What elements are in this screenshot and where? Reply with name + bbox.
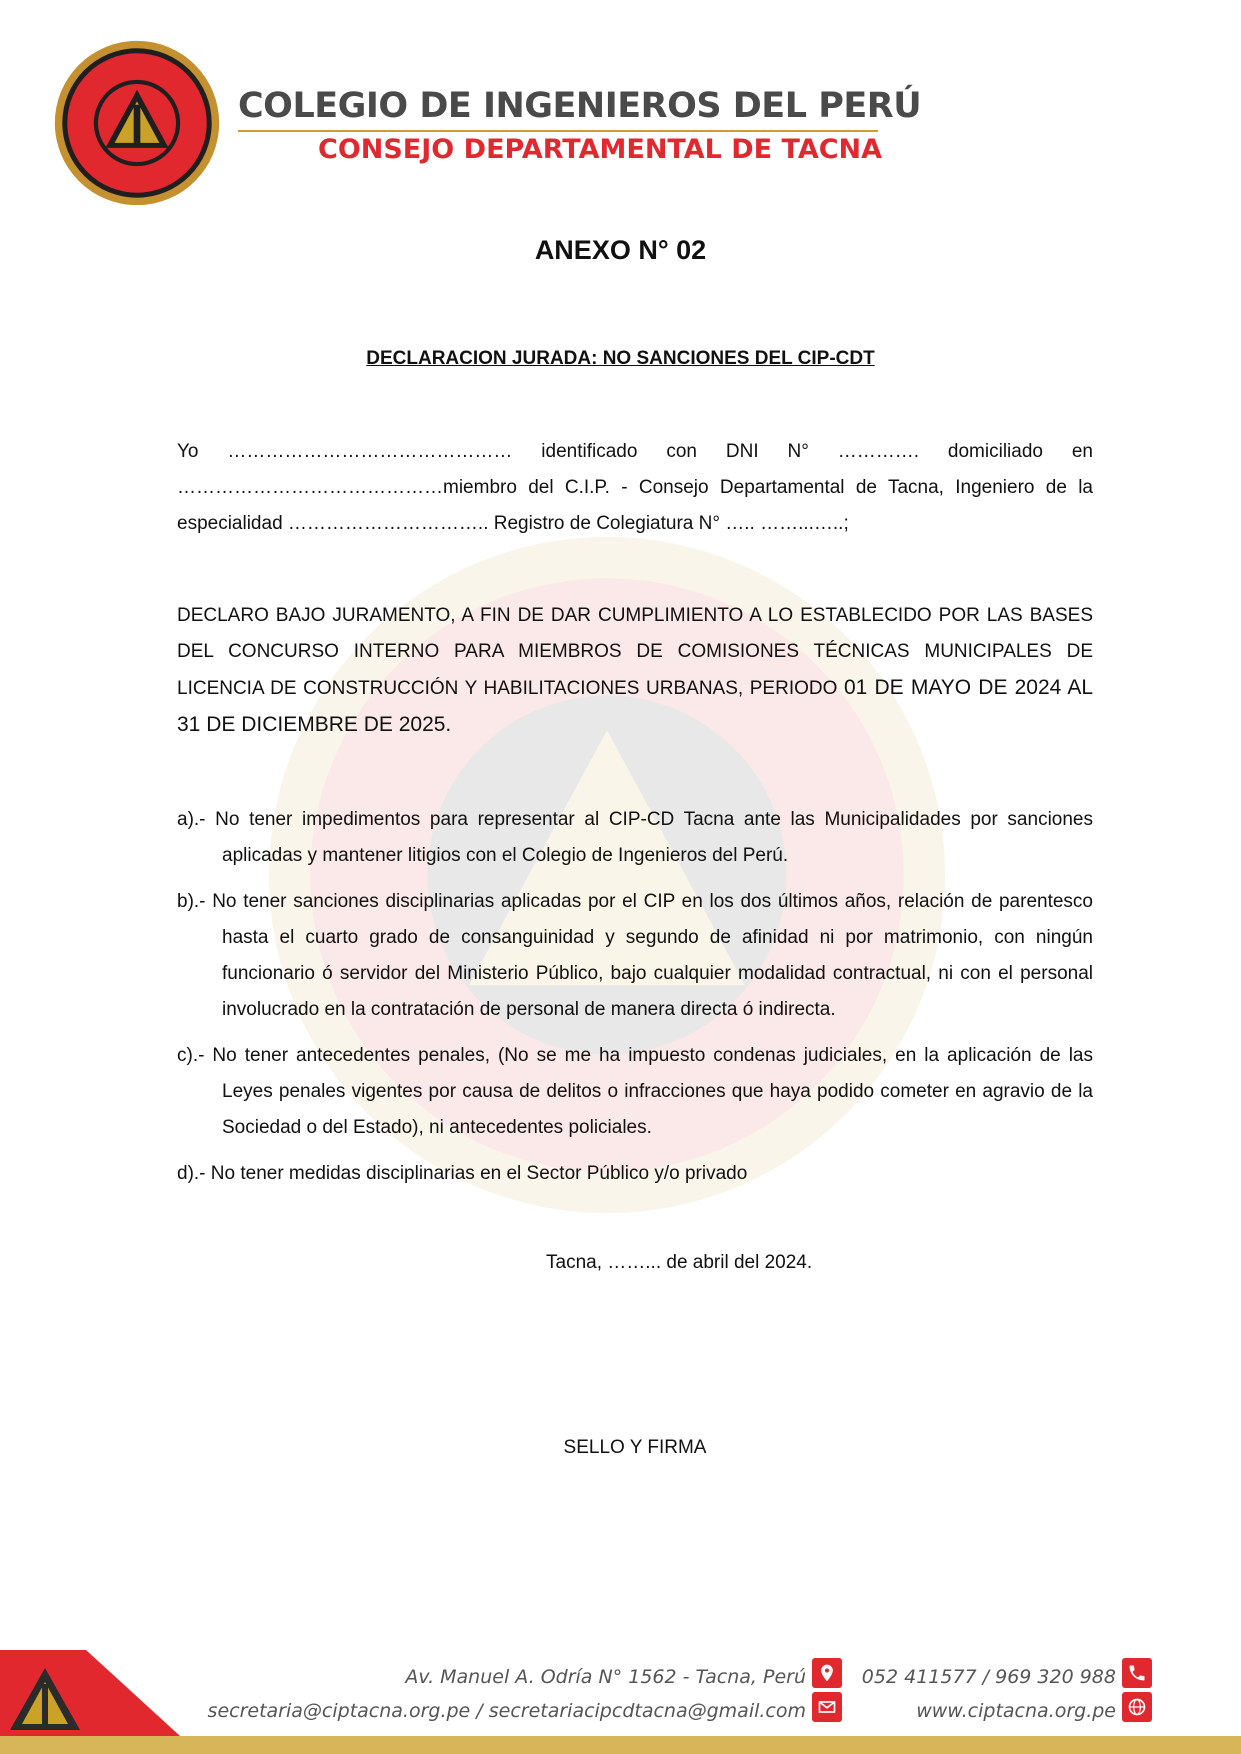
footer-phones: 052 411577 / 969 320 988 bbox=[861, 1666, 1116, 1688]
intro-paragraph: Yo ……………………………………… identificado con DNI N° …………. domiciliado en ……………………………………miembro del C.I.P. - Consejo Departamental de Tacna, Ingeniero de la especialidad ………………………….. Registro de Colegiatura N° ….. ……...…..; bbox=[177, 441, 1093, 534]
declaration-text: DECLARO BAJO JURAMENTO, A FIN DE DAR CUMPLIMIENTO A LO ESTABLECIDO POR LAS BASES DEL CONCURSO INTERNO PARA MIEMBROS DE COMISIONES TÉCNICAS MUNICIPALES DE LICENCIA DE CONSTRUCCIÓN Y HABILITACIONES URBANAS, PERIODO bbox=[177, 605, 1093, 699]
footer-divider bbox=[0, 1736, 1241, 1754]
declaration-paragraph bbox=[177, 598, 1093, 744]
logo-seal-icon bbox=[54, 40, 220, 206]
list-item: a).- No tener impedimentos para representar al CIP-CD Tacna ante las Municipalidades por sanciones aplicadas y mantener litigios con el Colegio de Ingenieros del Perú. bbox=[177, 809, 1093, 866]
declaration-title: DECLARACION JURADA: NO SANCIONES DEL CIP-CDT bbox=[366, 348, 875, 369]
mail-icon bbox=[812, 1692, 842, 1722]
annex-title: ANEXO N° 02 bbox=[534, 235, 707, 265]
phone-icon bbox=[1122, 1658, 1152, 1688]
globe-icon bbox=[1122, 1692, 1152, 1722]
signature-label: SELLO Y FIRMA bbox=[563, 1437, 707, 1458]
declaration-items bbox=[177, 802, 1093, 1202]
footer-address: Av. Manuel A. Odría N° 1562 - Tacna, Perú bbox=[405, 1666, 806, 1688]
list-item: c).- No tener antecedentes penales, (No se me ha impuesto condenas judiciales, en la aplicación de las Leyes penales vigentes por causa de delitos o infracciones que haya podido cometer en agravio de la Sociedad o del Estado), ni antecedentes policiales. bbox=[177, 1045, 1093, 1138]
header-divider bbox=[238, 130, 878, 132]
place-date: Tacna, ……... de abril del 2024. bbox=[546, 1252, 813, 1273]
declaration-period: 01 DE MAYO DE 2024 AL 31 DE DICIEMBRE DE 2025. bbox=[177, 676, 1094, 736]
council-name: CONSEJO DEPARTAMENTAL DE TACNA bbox=[318, 134, 883, 165]
footer-website[interactable]: www.ciptacna.org.pe bbox=[916, 1700, 1116, 1722]
list-item: b).- No tener sanciones disciplinarias aplicadas por el CIP en los dos últimos años, relación de parentesco hasta el cuarto grado de consanguinidad y segundo de afinidad ni por matrimonio, con ningún funcionario ó servidor del Ministerio Público, bajo cualquier modalidad contractual, ni con el personal involucrado en la contratación de personal de manera directa ó indirecta. bbox=[177, 891, 1093, 1020]
location-pin-icon bbox=[812, 1658, 842, 1688]
org-name: COLEGIO DE INGENIEROS DEL PERÚ bbox=[238, 86, 922, 126]
list-item: d).- No tener medidas disciplinarias en el Sector Público y/o privado bbox=[177, 1163, 748, 1184]
footer-emails[interactable]: secretaria@ciptacna.org.pe / secretariacipcdtacna@gmail.com bbox=[207, 1700, 806, 1722]
